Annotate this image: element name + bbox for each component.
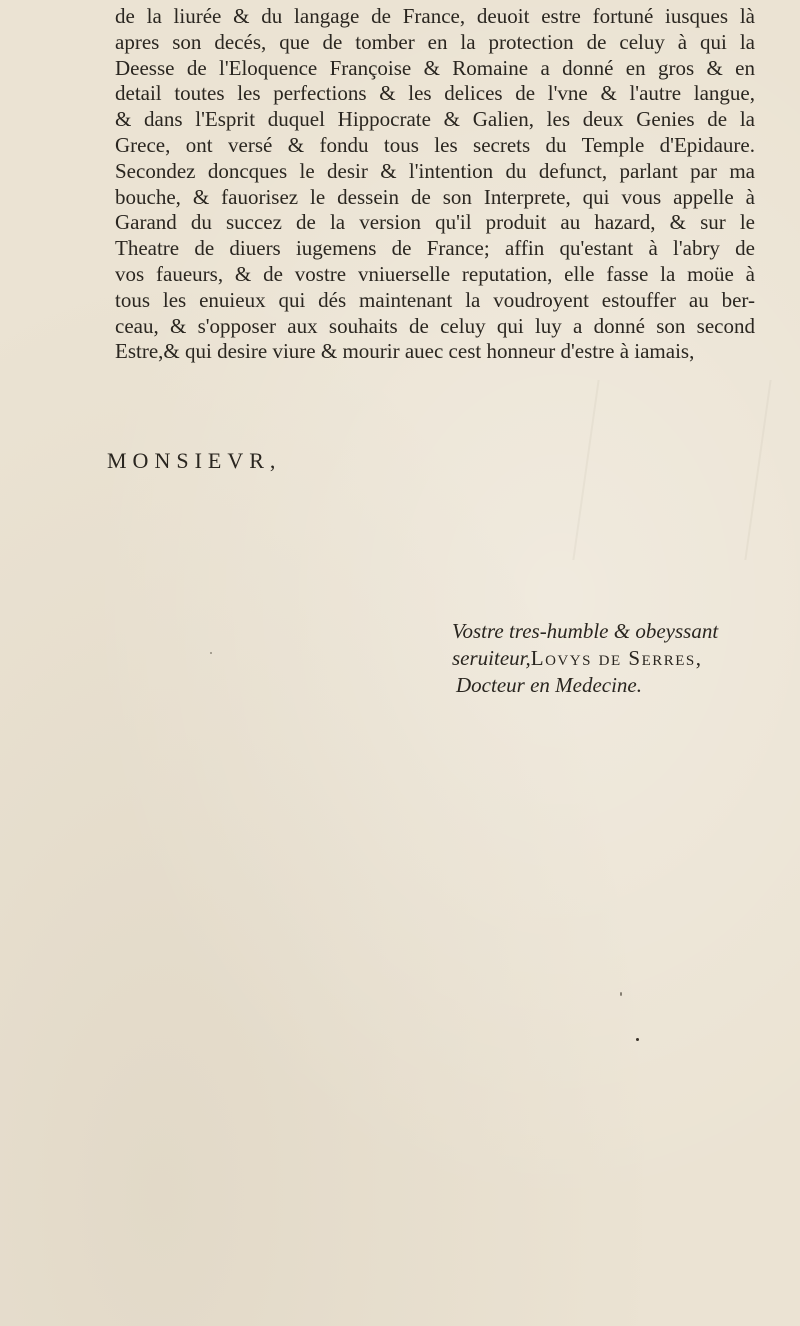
text-line: bouche, & fauorisez le dessein de son Interprete, qui vous appelle à bbox=[115, 184, 755, 209]
text-line: de la liurée & du langage de France, deuoit estre fortuné iusques là bbox=[115, 4, 755, 28]
ink-speck bbox=[636, 1038, 639, 1041]
text-line: detail toutes les perfections & les delices de l'vne & l'autre langue, bbox=[115, 81, 755, 106]
signature-block bbox=[452, 618, 718, 699]
text-line: tous les enuieux qui dés maintenant la voudroyent estouffer au ber- bbox=[115, 287, 755, 312]
signature-servant-line bbox=[452, 645, 718, 672]
text-line: vos faueurs, & de vostre vniuerselle reputation, elle fasse la moüe à bbox=[115, 261, 755, 286]
signature-closing: Vostre tres-humble & obeyssant bbox=[452, 619, 719, 643]
signature-title: Docteur en Medecine. bbox=[456, 673, 642, 697]
signature-servant: seruiteur, bbox=[452, 646, 531, 670]
text-line: Garand du succez de la version qu'il produit au hazard, & sur le bbox=[115, 210, 755, 235]
text-line: Grece, ont versé & fondu tous les secrets du Temple d'Epidaure. bbox=[115, 132, 755, 157]
signature-name: Lovys de Serres, bbox=[530, 646, 703, 670]
text-line: Secondez doncques le desir & l'intention du defunct, parlant par ma bbox=[115, 158, 755, 183]
text-line: & dans l'Esprit duquel Hippocrate & Galien, les deux Genies de la bbox=[115, 107, 755, 132]
ink-speck bbox=[620, 992, 622, 996]
ink-speck bbox=[210, 652, 212, 654]
text-line: Deesse de l'Eloquence Françoise & Romaine a donné en gros & en bbox=[115, 55, 755, 80]
salutation: MONSIEVR, bbox=[107, 448, 282, 473]
text-line: apres son decés, que de tomber en la protection de celuy à qui la bbox=[115, 29, 755, 54]
dedication-paragraph bbox=[115, 4, 755, 365]
text-line: ceau, & s'opposer aux souhaits de celuy qui luy a donné son second bbox=[115, 313, 755, 338]
text-line: Estre,& qui desire viure & mourir auec cest honneur d'estre à iamais, bbox=[115, 339, 695, 364]
text-line: Theatre de diuers iugemens de France; affin qu'estant à l'abry de bbox=[115, 236, 755, 261]
bleed-through-mark bbox=[572, 380, 771, 560]
